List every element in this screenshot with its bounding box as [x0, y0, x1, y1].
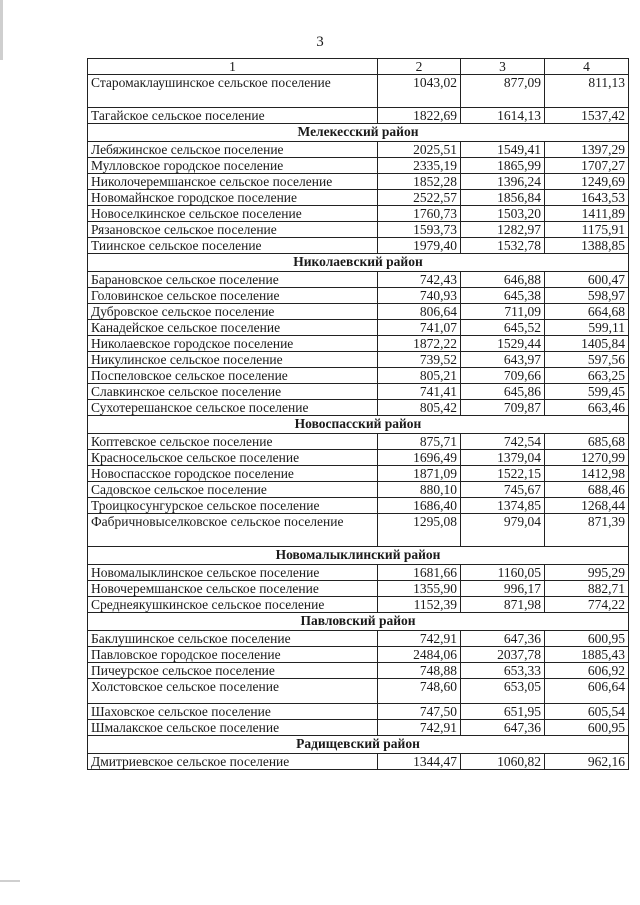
- value-col-3: 1396,24: [461, 174, 545, 190]
- value-col-4: 599,11: [545, 320, 629, 336]
- value-col-4: 871,39: [545, 514, 629, 547]
- table-row: [88, 581, 629, 597]
- value-col-2: 2025,51: [378, 142, 461, 158]
- value-col-2: 1043,02: [378, 75, 461, 108]
- table-row: [88, 720, 629, 736]
- value-col-4: 1885,43: [545, 647, 629, 663]
- table-row: [88, 704, 629, 720]
- value-col-2: 748,60: [378, 679, 461, 704]
- table-row: [88, 304, 629, 320]
- value-col-3: 877,09: [461, 75, 545, 108]
- settlement-name: Николочеремшанское сельское поселение: [88, 174, 378, 190]
- table-row: [88, 434, 629, 450]
- settlement-name: Сухотерешанское сельское поселение: [88, 400, 378, 416]
- value-col-4: 599,45: [545, 384, 629, 400]
- value-col-3: 647,36: [461, 631, 545, 647]
- value-col-4: 1268,44: [545, 498, 629, 514]
- value-col-2: 1871,09: [378, 466, 461, 482]
- scan-edge-mark: [0, 0, 3, 60]
- value-col-3: 643,97: [461, 352, 545, 368]
- value-col-4: 606,64: [545, 679, 629, 704]
- value-col-4: 962,16: [545, 754, 629, 770]
- district-header-row: [88, 736, 629, 754]
- district-header-row: [88, 254, 629, 272]
- value-col-2: 1686,40: [378, 498, 461, 514]
- settlement-name: Баклушинское сельское поселение: [88, 631, 378, 647]
- settlement-name: Лебяжинское сельское поселение: [88, 142, 378, 158]
- value-col-4: 600,95: [545, 720, 629, 736]
- settlement-table: [87, 58, 629, 770]
- value-col-2: 2522,57: [378, 190, 461, 206]
- value-col-3: 653,33: [461, 663, 545, 679]
- value-col-4: 882,71: [545, 581, 629, 597]
- settlement-name: Никулинское сельское поселение: [88, 352, 378, 368]
- settlement-name: Тиинское сельское поселение: [88, 238, 378, 254]
- table-row: [88, 631, 629, 647]
- settlement-name: Тагайское сельское поселение: [88, 108, 378, 124]
- value-col-3: 871,98: [461, 597, 545, 613]
- settlement-name: Мулловское городское поселение: [88, 158, 378, 174]
- settlement-name: Канадейское сельское поселение: [88, 320, 378, 336]
- value-col-4: 1388,85: [545, 238, 629, 254]
- value-col-3: 1529,44: [461, 336, 545, 352]
- settlement-name: Старомаклаушинское сельское поселение: [88, 75, 378, 108]
- value-col-3: 2037,78: [461, 647, 545, 663]
- value-col-4: 688,46: [545, 482, 629, 498]
- value-col-4: 1537,42: [545, 108, 629, 124]
- district-name: Николаевский район: [88, 254, 629, 272]
- table-row: [88, 754, 629, 770]
- settlement-name: Красносельское сельское поселение: [88, 450, 378, 466]
- column-header-1: 1: [88, 59, 378, 75]
- settlement-name: Троицкосунгурское сельское поселение: [88, 498, 378, 514]
- value-col-3: 1160,05: [461, 565, 545, 581]
- value-col-3: 1614,13: [461, 108, 545, 124]
- value-col-3: 996,17: [461, 581, 545, 597]
- column-header-3: 3: [461, 59, 545, 75]
- settlement-name: Новочеремшанское сельское поселение: [88, 581, 378, 597]
- value-col-3: 709,66: [461, 368, 545, 384]
- value-col-3: 645,86: [461, 384, 545, 400]
- value-col-3: 745,67: [461, 482, 545, 498]
- settlement-name: Новоселкинское сельское поселение: [88, 206, 378, 222]
- district-header-row: [88, 124, 629, 142]
- settlement-name: Новомайнское городское поселение: [88, 190, 378, 206]
- value-col-2: 2484,06: [378, 647, 461, 663]
- settlement-name: Рязановское сельское поселение: [88, 222, 378, 238]
- table-row: [88, 466, 629, 482]
- table-row: [88, 514, 629, 547]
- value-col-4: 606,92: [545, 663, 629, 679]
- value-col-2: 742,91: [378, 720, 461, 736]
- value-col-3: 1503,20: [461, 206, 545, 222]
- district-name: Павловский район: [88, 613, 629, 631]
- value-col-4: 685,68: [545, 434, 629, 450]
- value-col-3: 1865,99: [461, 158, 545, 174]
- table-row: [88, 142, 629, 158]
- settlement-name: Славкинское сельское поселение: [88, 384, 378, 400]
- value-col-3: 979,04: [461, 514, 545, 547]
- value-col-2: 1696,49: [378, 450, 461, 466]
- settlement-name: Барановское сельское поселение: [88, 272, 378, 288]
- value-col-3: 647,36: [461, 720, 545, 736]
- table-row: [88, 272, 629, 288]
- value-col-4: 605,54: [545, 704, 629, 720]
- settlement-name: Дмитриевское сельское поселение: [88, 754, 378, 770]
- value-col-2: 1979,40: [378, 238, 461, 254]
- value-col-3: 1522,15: [461, 466, 545, 482]
- value-col-4: 600,47: [545, 272, 629, 288]
- value-col-2: 742,91: [378, 631, 461, 647]
- value-col-4: 1397,29: [545, 142, 629, 158]
- value-col-3: 645,38: [461, 288, 545, 304]
- value-col-3: 645,52: [461, 320, 545, 336]
- value-col-2: 1152,39: [378, 597, 461, 613]
- settlement-name: Холстовское сельское поселение: [88, 679, 378, 704]
- table-row: [88, 174, 629, 190]
- column-header-4: 4: [545, 59, 629, 75]
- value-col-4: 774,22: [545, 597, 629, 613]
- table-row: [88, 158, 629, 174]
- settlement-name: Поспеловское сельское поселение: [88, 368, 378, 384]
- value-col-4: 1249,69: [545, 174, 629, 190]
- value-col-2: 1295,08: [378, 514, 461, 547]
- value-col-2: 880,10: [378, 482, 461, 498]
- table-row: [88, 190, 629, 206]
- value-col-2: 875,71: [378, 434, 461, 450]
- value-col-2: 805,42: [378, 400, 461, 416]
- value-col-2: 1822,69: [378, 108, 461, 124]
- table-row: [88, 663, 629, 679]
- value-col-3: 1532,78: [461, 238, 545, 254]
- value-col-4: 1643,53: [545, 190, 629, 206]
- table-row: [88, 352, 629, 368]
- settlement-name: Садовское сельское поселение: [88, 482, 378, 498]
- value-col-4: 811,13: [545, 75, 629, 108]
- value-col-2: 742,43: [378, 272, 461, 288]
- value-col-2: 1852,28: [378, 174, 461, 190]
- value-col-4: 664,68: [545, 304, 629, 320]
- table-row: [88, 336, 629, 352]
- value-col-4: 598,97: [545, 288, 629, 304]
- district-header-row: [88, 613, 629, 631]
- settlement-name: Коптевское сельское поселение: [88, 434, 378, 450]
- value-col-3: 653,05: [461, 679, 545, 704]
- table-row: [88, 679, 629, 704]
- value-col-4: 1411,89: [545, 206, 629, 222]
- table-row: [88, 565, 629, 581]
- table-row: [88, 647, 629, 663]
- scan-edge-mark: [0, 880, 20, 882]
- value-col-4: 1707,27: [545, 158, 629, 174]
- value-col-3: 1060,82: [461, 754, 545, 770]
- table-row: [88, 400, 629, 416]
- settlement-name: Павловское городское поселение: [88, 647, 378, 663]
- value-col-2: 741,07: [378, 320, 461, 336]
- value-col-3: 709,87: [461, 400, 545, 416]
- value-col-2: 748,88: [378, 663, 461, 679]
- table-row: [88, 288, 629, 304]
- value-col-3: 711,09: [461, 304, 545, 320]
- value-col-4: 663,46: [545, 400, 629, 416]
- settlement-name: Среднеякушкинское сельское поселение: [88, 597, 378, 613]
- value-col-2: 1872,22: [378, 336, 461, 352]
- settlement-name: Шаховское сельское поселение: [88, 704, 378, 720]
- table-row: [88, 108, 629, 124]
- value-col-2: 1681,66: [378, 565, 461, 581]
- district-header-row: [88, 547, 629, 565]
- table-row: [88, 222, 629, 238]
- settlement-name: Шмалакское сельское поселение: [88, 720, 378, 736]
- value-col-2: 739,52: [378, 352, 461, 368]
- value-col-4: 1412,98: [545, 466, 629, 482]
- value-col-3: 1549,41: [461, 142, 545, 158]
- table-row: [88, 482, 629, 498]
- value-col-3: 651,95: [461, 704, 545, 720]
- value-col-3: 1374,85: [461, 498, 545, 514]
- table-row: [88, 320, 629, 336]
- value-col-4: 663,25: [545, 368, 629, 384]
- table-row: [88, 238, 629, 254]
- district-header-row: [88, 416, 629, 434]
- value-col-2: 2335,19: [378, 158, 461, 174]
- value-col-2: 805,21: [378, 368, 461, 384]
- settlement-name: Николаевское городское поселение: [88, 336, 378, 352]
- settlement-name: Пичеурское сельское поселение: [88, 663, 378, 679]
- value-col-3: 1856,84: [461, 190, 545, 206]
- table-row: [88, 498, 629, 514]
- value-col-3: 1282,97: [461, 222, 545, 238]
- table-row: [88, 206, 629, 222]
- value-col-3: 742,54: [461, 434, 545, 450]
- column-header-2: 2: [378, 59, 461, 75]
- value-col-4: 1175,91: [545, 222, 629, 238]
- value-col-4: 597,56: [545, 352, 629, 368]
- value-col-3: 1379,04: [461, 450, 545, 466]
- table-row: [88, 597, 629, 613]
- table-header-row: [88, 59, 629, 75]
- value-col-2: 1593,73: [378, 222, 461, 238]
- value-col-2: 806,64: [378, 304, 461, 320]
- district-name: Радищевский район: [88, 736, 629, 754]
- value-col-4: 1270,99: [545, 450, 629, 466]
- value-col-2: 1344,47: [378, 754, 461, 770]
- settlement-name: Фабричновыселковское сельское поселение: [88, 514, 378, 547]
- value-col-4: 1405,84: [545, 336, 629, 352]
- table-row: [88, 75, 629, 108]
- table-row: [88, 368, 629, 384]
- page-number: 3: [316, 34, 324, 50]
- value-col-2: 747,50: [378, 704, 461, 720]
- district-name: Мелекесский район: [88, 124, 629, 142]
- value-col-3: 646,88: [461, 272, 545, 288]
- value-col-2: 740,93: [378, 288, 461, 304]
- district-name: Новомалыклинский район: [88, 547, 629, 565]
- value-col-4: 600,95: [545, 631, 629, 647]
- value-col-2: 741,41: [378, 384, 461, 400]
- value-col-4: 995,29: [545, 565, 629, 581]
- table-row: [88, 384, 629, 400]
- settlement-name: Головинское сельское поселение: [88, 288, 378, 304]
- settlement-name: Дубровское сельское поселение: [88, 304, 378, 320]
- value-col-2: 1355,90: [378, 581, 461, 597]
- settlement-name: Новомалыклинское сельское поселение: [88, 565, 378, 581]
- value-col-2: 1760,73: [378, 206, 461, 222]
- district-name: Новоспасский район: [88, 416, 629, 434]
- settlement-name: Новоспасское городское поселение: [88, 466, 378, 482]
- table-row: [88, 450, 629, 466]
